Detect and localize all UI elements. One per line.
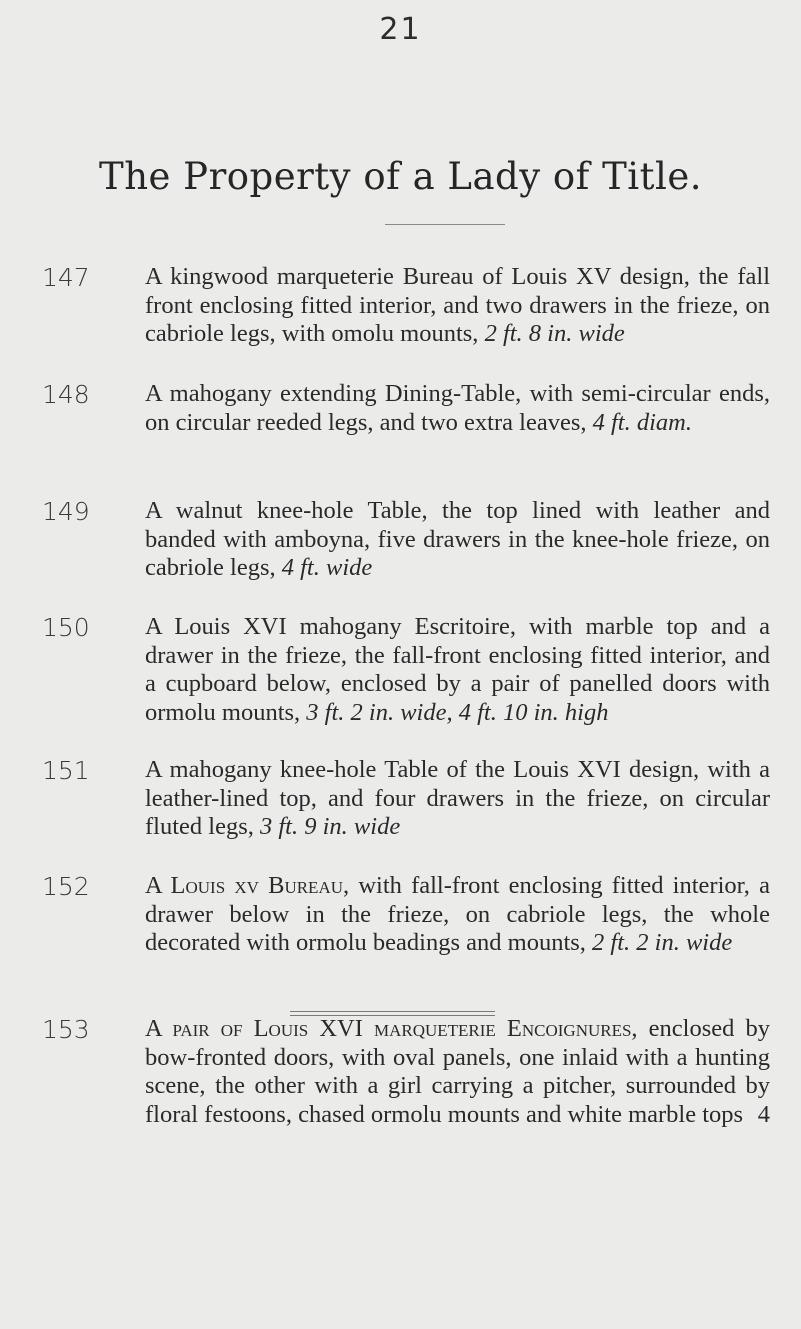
- lot-entry: [0, 497, 801, 613]
- lot-dimensions: 3 ft. 9 in. wide: [260, 813, 401, 840]
- lot-title: A pair of Louis XVI marqueterie Encoignures,: [145, 1015, 638, 1042]
- lot-list: [0, 263, 801, 1155]
- lot-dimensions: 2 ft. 2 in. wide: [592, 929, 733, 956]
- lot-description: [145, 613, 770, 727]
- lot-text: A kingwood marqueterie Bureau of Louis XV design, the fall front enclosing fitted interior, and two drawers in the frieze, on cabriole legs, with omolu mounts,: [145, 263, 770, 347]
- lot-dimensions: 4 ft. wide: [281, 554, 373, 581]
- lot-description: [145, 756, 770, 842]
- lot-title: A Louis xv Bureau,: [145, 872, 350, 899]
- lot-entry: [0, 613, 801, 756]
- lot-number: 149: [42, 497, 90, 526]
- lot-number: 153: [42, 1015, 90, 1044]
- lot-dimensions: 3 ft. 2 in. wide, 4 ft. 10 in. high: [306, 698, 609, 726]
- lot-text: enclosed by bow-fronted doors, with oval panels, one inlaid with a hunting scene, the other with a girl carrying a pitcher, surrounded by floral festoons, chased ormolu mounts and white marble tops: [145, 1015, 770, 1128]
- lot-text: A mahogany knee-hole Table of the Louis XVI design, with a leather-lined top, and four drawers in the frieze, on circular fluted legs,: [145, 756, 770, 840]
- lot-description: [145, 380, 770, 437]
- lot-text: A walnut knee-hole Table, the top lined with leather and banded with amboyna, five drawers in the knee-hole frieze, on cabriole legs,: [145, 497, 770, 581]
- lot-entry: [0, 263, 801, 380]
- lot-dimensions: 2 ft. 8 in. wide: [484, 320, 625, 347]
- page-number: 21: [379, 12, 422, 47]
- lot-description: [145, 263, 770, 349]
- lot-entry: [0, 1015, 801, 1155]
- heading-divider: [385, 224, 505, 225]
- closing-divider: [290, 1011, 495, 1016]
- lot-count: 4: [757, 1100, 770, 1128]
- lot-description: [145, 1015, 770, 1129]
- lot-number: 151: [42, 756, 90, 785]
- lot-text: A Louis XVI mahogany Escritoire, with marble top and a drawer in the frieze, the fall-front enclosing fitted interior, and a cupboard below, enclosed by a pair of panelled doors with ormolu mounts,: [145, 613, 770, 726]
- lot-text: A mahogany extending Dining-Table, with semi-circular ends, on circular reeded legs, and two extra leaves,: [145, 380, 770, 436]
- lot-number: 150: [42, 613, 90, 642]
- lot-description: [145, 872, 770, 958]
- lot-number: 152: [42, 872, 90, 901]
- lot-text: with fall-front enclosing fitted interior, a drawer below in the frieze, on cabriole legs, the whole decorated with ormolu beadings and mounts,: [145, 872, 770, 956]
- lot-number: 148: [42, 380, 90, 409]
- lot-entry: [0, 380, 801, 497]
- lot-number: 147: [42, 263, 90, 292]
- lot-dimensions: 4 ft. diam.: [592, 408, 692, 436]
- lot-entry: [0, 872, 801, 1015]
- lot-description: [145, 497, 770, 583]
- lot-entry: [0, 756, 801, 872]
- section-heading: The Property of a Lady of Title.: [99, 155, 702, 198]
